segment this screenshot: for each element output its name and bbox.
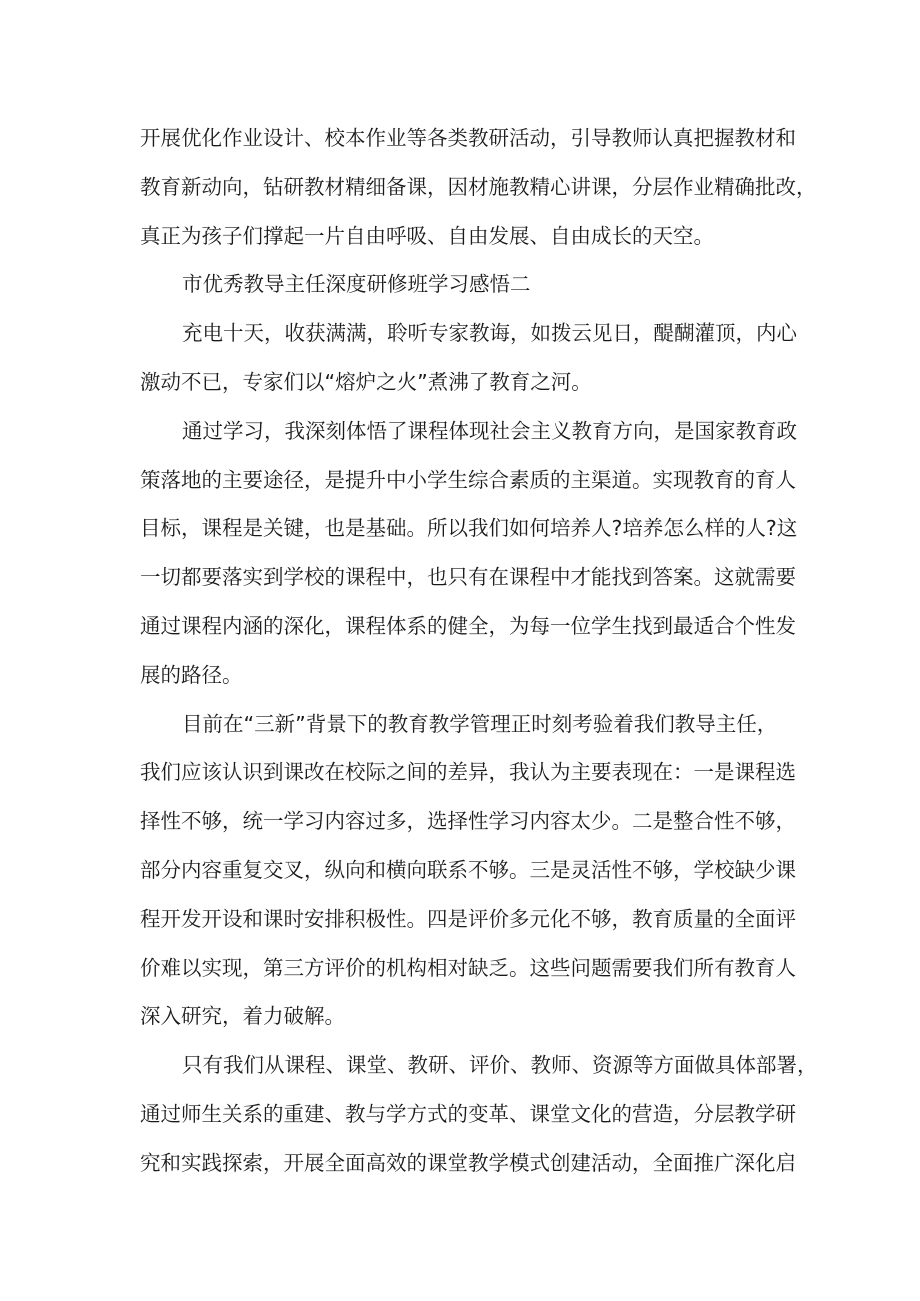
text-line: 教育新动向，钻研教材精细备课，因材施教精心讲课，分层作业精确批改， — [140, 174, 817, 199]
paragraph-first-line: 充电十天，收获满满，聆听专家教诲，如拨云见日，醍醐灌顶，内心 — [182, 321, 797, 346]
document-body — [140, 114, 818, 1188]
text-line: 究和实践探索，开展全面高效的课堂教学模式创建活动，全面推广深化启 — [140, 1150, 796, 1175]
text-line: 我们应该认识到课改在校际之间的差异，我认为主要表现在：一是课程选 — [140, 760, 796, 785]
text-line: 真正为孩子们撑起一片自由呼吸、自由发展、自由成长的天空。 — [140, 223, 714, 248]
paragraph-first-line: 通过学习，我深刻体悟了课程体现社会主义教育方向，是国家教育政 — [182, 418, 797, 443]
text-line: 一切都要落实到学校的课程中，也只有在课程中才能找到答案。这就需要 — [140, 565, 796, 590]
text-line: 激动不已，专家们以“熔炉之火”煮沸了教育之河。 — [140, 369, 592, 394]
text-line: 深入研究，着力破解。 — [140, 1004, 345, 1029]
text-line: 展的路径。 — [140, 662, 243, 687]
paragraph-first-line: 市优秀教导主任深度研修班学习感悟二 — [182, 272, 531, 297]
text-line: 程开发开设和课时安排积极性。四是评价多元化不够，教育质量的全面评 — [140, 906, 796, 931]
text-line: 通过课程内涵的深化，课程体系的健全，为每一位学生找到最适合个性发 — [140, 613, 796, 638]
text-line: 策落地的主要途径，是提升中小学生综合素质的主渠道。实现教育的育人 — [140, 467, 796, 492]
text-line: 价难以实现，第三方评价的机构相对缺乏。这些问题需要我们所有教育人 — [140, 955, 796, 980]
text-line: 通过师生关系的重建、教与学方式的变革、课堂文化的营造，分层教学研 — [140, 1101, 796, 1126]
paragraph-first-line: 只有我们从课程、课堂、教研、评价、教师、资源等方面做具体部署， — [182, 1053, 818, 1078]
text-line: 择性不够，统一学习内容过多，选择性学习内容太少。二是整合性不够， — [140, 809, 796, 834]
text-line: 目标，课程是关键，也是基础。所以我们如何培养人?培养怎么样的人?这 — [140, 516, 798, 541]
text-line: 部分内容重复交叉，纵向和横向联系不够。三是灵活性不够，学校缺少课 — [140, 857, 796, 882]
text-line: 开展优化作业设计、校本作业等各类教研活动，引导教师认真把握教材和 — [140, 126, 796, 150]
paragraph-first-line: 目前在“三新”背景下的教育教学管理正时刻考验着我们教导主任， — [182, 711, 778, 736]
